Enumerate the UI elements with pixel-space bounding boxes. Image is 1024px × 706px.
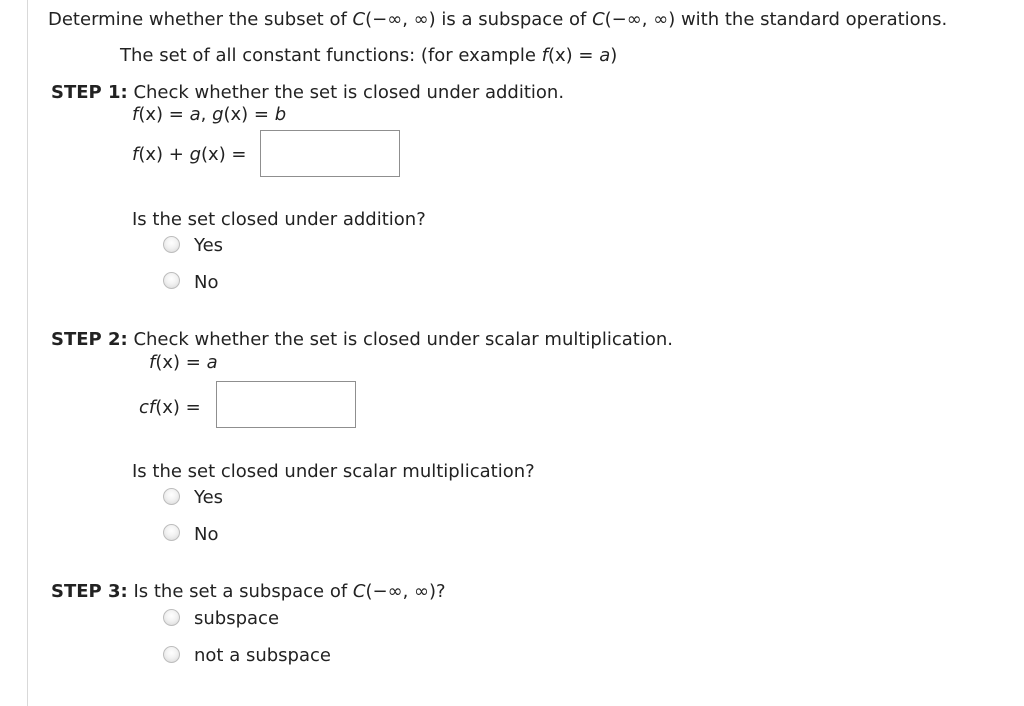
step2-no-radio[interactable] <box>163 524 180 541</box>
step1-heading <box>51 84 564 102</box>
math-text: (x) = <box>201 144 247 165</box>
step1-yes-label: Yes <box>194 235 224 256</box>
step2-yes-label: Yes <box>194 487 224 508</box>
step1-no-radio[interactable] <box>163 272 180 289</box>
step2-label: STEP 2: <box>51 329 128 350</box>
math-g: g <box>212 104 224 125</box>
step1-yes-radio[interactable] <box>163 236 180 253</box>
math-g: g <box>189 144 202 165</box>
math-cf: cf <box>139 397 156 418</box>
math-text: (x) = <box>547 45 600 66</box>
step1-answer-input[interactable] <box>260 130 400 177</box>
step1-label: STEP 1: <box>51 82 128 103</box>
math-text: (x) = <box>223 104 275 125</box>
math-var-a: a <box>599 45 611 66</box>
math-text: ) <box>610 45 618 66</box>
math-var-b: b <box>274 104 287 125</box>
interval-text: (−∞, ∞) <box>365 9 436 30</box>
step2-answer-input[interactable] <box>216 381 356 428</box>
function-space-symbol: C <box>592 9 605 30</box>
step2-prompt: Is the set closed under scalar multiplication? <box>132 461 535 482</box>
step2-text: Check whether the set is closed under scalar multiplication. <box>127 329 673 350</box>
math-text: (x) = <box>155 397 201 418</box>
step3-heading <box>51 583 446 601</box>
set-description <box>120 47 617 65</box>
question-text <box>48 11 947 29</box>
math-f: f <box>132 144 139 165</box>
set-description-text: The set of all constant functions: (for example <box>120 45 542 66</box>
math-text: (x) + <box>138 144 190 165</box>
question-intro: Determine whether the subset of <box>48 9 353 30</box>
math-f: f <box>541 45 548 66</box>
step3-subspace-radio[interactable] <box>163 609 180 626</box>
step3-not-subspace-radio[interactable] <box>163 646 180 663</box>
math-f: f <box>149 352 156 373</box>
step3-not-subspace-label: not a subspace <box>194 645 331 666</box>
step3-label: STEP 3: <box>51 581 128 602</box>
question-middle: is a subspace of <box>435 9 593 30</box>
math-var-a: a <box>189 104 201 125</box>
step1-expression <box>132 146 247 164</box>
step1-text: Check whether the set is closed under addition. <box>127 82 565 103</box>
step1-no-label: No <box>194 272 219 293</box>
step2-no-label: No <box>194 524 219 545</box>
step2-definition <box>149 354 218 372</box>
step2-expression <box>139 399 201 417</box>
left-border-rule <box>27 0 28 706</box>
step2-yes-radio[interactable] <box>163 488 180 505</box>
interval-text: (−∞, ∞) <box>604 9 676 30</box>
step2-heading <box>51 331 673 349</box>
step3-text: Is the set a subspace of <box>127 581 353 602</box>
math-text: (x) = <box>138 104 190 125</box>
interval-text: (−∞, ∞)? <box>365 581 446 602</box>
math-text: , <box>200 104 213 125</box>
math-var-a: a <box>206 352 218 373</box>
step3-subspace-label: subspace <box>194 608 280 629</box>
step1-prompt: Is the set closed under addition? <box>132 209 426 230</box>
function-space-symbol: C <box>352 9 366 30</box>
function-space-symbol: C <box>352 581 366 602</box>
step1-definitions <box>132 106 286 124</box>
math-f: f <box>132 104 139 125</box>
math-text: (x) = <box>155 352 207 373</box>
question-end: with the standard operations. <box>675 9 948 30</box>
